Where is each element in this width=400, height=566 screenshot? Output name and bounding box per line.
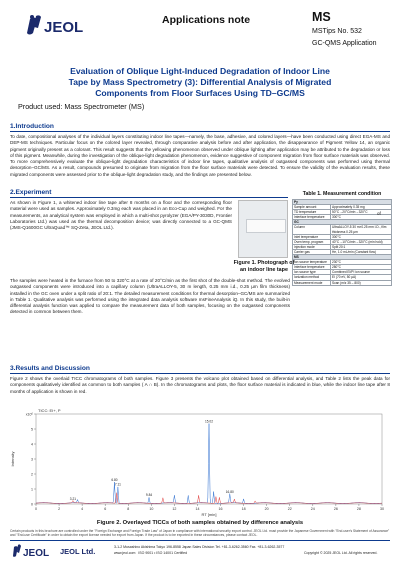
title-line-3: Components from Floor Surfaces Using TD–GC/MS [95,88,305,99]
series-line-floor [36,424,382,504]
category-label: MS [312,10,331,24]
svg-text:JEOL: JEOL [23,548,50,559]
condition-key: Sample amount [293,205,331,210]
x-tick-label: 26 [333,507,338,511]
experiment-heading: 2.Experiment [10,189,52,196]
x-tick-label: 2 [58,507,61,511]
table-1-title: Table 1. Measurement condition [302,191,382,197]
mstips-number: MSTips No. 532 [312,28,362,35]
condition-value: Combined EI/PI ion source [331,270,392,275]
table-row [293,280,392,285]
condition-key: Measurement mode [293,280,331,285]
results-heading: 3.Results and Discussion [10,365,90,372]
condition-key: Ionization method [293,275,331,280]
experiment-paragraph-1: As shown in Figure 1, a whitened indoor line tape after 8 months on a floor and the corresponding floor material were used as samples. Approximately 0.3mg each was placed in an Eco-Cup and weighed. For the measurements, an analytical system was employed in which a multi-shot pyrolyzer (EGA/PY-3030D, Frontier Laboratories Ltd.) was used as the thermal decomposition device; was directly connected to a GC-QMS (JMS-Q1600GC UltraQuad™ SQ-Zeta, JEOL Ltd.). [10,200,232,231]
peak-label: 7.11 [114,482,121,487]
peak-label: 9.84 [145,493,153,497]
document-type: Applications note [162,14,251,26]
condition-value: Approximately 0.35 mg [331,205,392,210]
intro-heading: 1.Introduction [10,123,54,130]
company-address: 3-1-2 Musashino Akishima Tokyo 196-8558 Japan Sales Division Tel. +81-3-6262-3560 Fax. +81-3-6262-3577 [114,545,285,549]
ticc-chromatogram [10,404,392,518]
condition-key: Ion source temperature [293,260,331,265]
condition-value: UltraALLOY-5 30 m×0.25 mm I.D., film thickness 0.25 µm [331,225,392,234]
jeol-logo [26,13,98,39]
condition-key: Interface temperature [293,215,331,220]
x-tick-label: 0 [35,507,37,511]
x-tick-label: 12 [172,507,177,511]
condition-value: EI (70 eV, 50 µA) [331,275,392,280]
header [0,0,400,58]
condition-value: 300°C [331,215,392,220]
peak-label: 6.80 [111,478,118,482]
condition-key: TD temperature [293,210,331,215]
x-tick-label: 16 [218,507,223,511]
figure-2-caption: Figure 2. Overlayed TICCs of both samples obtained by difference analysis [96,520,304,526]
condition-value: Scan (m/z 35 – 800) [331,280,392,285]
group-name: MS [293,255,392,260]
y-tick-label: 2 [31,472,33,477]
website-link[interactable]: www.jeol.com [114,551,136,555]
experiment-paragraph-2: The samples were heated in the furnace from 50 to 320°C at a rate of 20°C/min as the first shot of the double-shot method. The evolved outgassed components were introduced into a capillary column (UltraALLOY-5, 30 m length, 0.25 mm i.d., 0.25 µm film thickness) installed in the GC oven under a split ratio of 20:1. The detailed measurement conditions for thermal desorption–GC/MS are summarized in Table 1. Qualitative analysis was performed using the integrated data analysis software msFineAnalysis iQ. In this study, the built-in differential analysis function was applied to compare the measurement data of both samples, focusing on the outgassed components detected in common between them. [10,278,290,315]
group-name: GC [293,220,392,225]
condition-key: Oven temp. program [293,239,331,244]
condition-value: Split 20:1 [331,244,392,249]
x-tick-label: 22 [287,507,292,511]
condition-value: 230°C [331,260,392,265]
table-row [293,225,392,234]
intro-paragraph: To date, compositional analyses of the individual layers constituting indoor line tapes—namely, the base, adhesive, and colored layers—have been conducted using direct EGA-MS and DEP-MS techniques. Particular focus on the colored layer revealed, through comparative analysis before and after application, the disappearance of Pigment Yellow 14, an organic pigment originally present as a colorant. This result suggests that the yellowing phenomenon observed under oblique lighting after application may be attributed to the degradation or loss of this pigment. Meanwhile, during the investigation of the oblique-light degradation phenomenon, evidence suggestive of component migration from floor surface materials was observed. To more comprehensively evaluate the oblique-light degradation characteristics of indoor line tapes, qualitative analysis of outgassed components was performed using thermal desorption–GC/MS. As a result, compounds presumed to originate from migration from the floor surface materials were detected. To ensure the validity of the evaluation results, these migrated components were assessed prior to the oblique-light degradation study, and the findings are presented below. [10,134,390,177]
divider [10,373,390,374]
x-tick-label: 8 [127,507,130,511]
divider [10,540,390,541]
divider [10,131,390,132]
condition-key: Column [293,225,331,234]
peak-label: 16.80 [225,490,234,494]
condition-key: Ion source type [293,270,331,275]
figure-1-caption: Figure 1. Photograph of an indoor line tape [233,260,295,273]
y-tick-label: x10⁶ [25,412,33,417]
x-tick-label: 10 [149,507,154,511]
peak-label: 15.02 [205,419,213,424]
x-tick-label: 6 [104,507,107,511]
peak-label: 3.21 [69,496,77,501]
condition-key: Carrier gas [293,249,331,254]
company-website[interactable] [114,551,187,555]
table-row [293,239,392,244]
title-line-1: Evaluation of Oblique Light-Induced Degradation of Indoor Line [70,66,330,76]
line-tape-strip [246,219,286,233]
table-side-mark: of [377,211,381,216]
condition-value: 40°C→10°C/min→320°C (min hold) [331,239,392,244]
x-tick-label: 14 [195,507,200,511]
company-name: JEOL Ltd. [60,547,96,556]
svg-text:JEOL: JEOL [44,19,84,36]
condition-key: Interface temperature [293,265,331,270]
group-name: Py [293,200,392,205]
condition-value: 280°C [331,265,392,270]
condition-key: Inlet temperature [293,234,331,239]
jeol-footer-logo [12,543,58,560]
product-used: Product used: Mass Spectrometer (MS) [18,102,145,111]
x-tick-label: 4 [81,507,84,511]
y-tick-label: 3 [31,457,33,462]
x-tick-label: 18 [241,507,246,511]
y-tick-label: 4 [31,442,33,447]
y-tick-label: 5 [31,427,33,432]
condition-value: 50°C→20°C/min→320°C [331,210,392,215]
title-line-2: Tape by Mass Spectrometry (3): Differential Analysis of Migrated [68,77,332,88]
document-title [20,66,380,100]
y-tick-label: 1 [31,487,33,492]
condition-key: Injection mode [293,244,331,249]
y-axis-label: Intensity [10,451,15,467]
series-line-tape [36,493,382,504]
x-tick-label: 20 [264,507,269,511]
x-tick-label: 24 [310,507,315,511]
chart-title: TICC: EI+, P [38,408,61,413]
x-tick-label: 30 [380,507,384,511]
results-paragraph: Figure 2 shows the overlaid TICC chromatograms of both samples. Figure 3 presents the volcano plot obtained based on differential analysis, and Table 2 lists the peak data for components qualitatively identified as common to both samples ( A ∩ B). In the chromatograms and plots, the floor surface material is indicated in blue, while the indoor line tape after 8 months of application is shown in red. [10,376,390,394]
condition-value: 300°C [331,234,392,239]
copyright: Copyright © 2025 JEOL Ltd. All rights reserved. [304,551,378,555]
application-type: GC-QMS Application [312,40,377,47]
y-tick-label: 0 [31,502,33,507]
condition-value: He, 1.0 mL/min (Constant flow) [331,249,392,254]
iso-certification: ISO 9001 • ISO 14001 Certified [138,551,188,555]
x-axis-label: RT [min] [201,512,217,517]
x-tick-label: 28 [356,507,361,511]
export-control-note: Certain products in this brochure are controlled under the "Foreign Exchange and Foreign Trade Law" of Japan in compliance with international security export control. JEOL Ltd. must provide the Japanese Government with "End-user's Statement of Assurance" and "End-use Certificate" in order to obtain the export license needed for export from Japan. If the product is to be exported in these circumstances, please contact JEOL. [10,529,390,538]
divider [10,197,288,198]
